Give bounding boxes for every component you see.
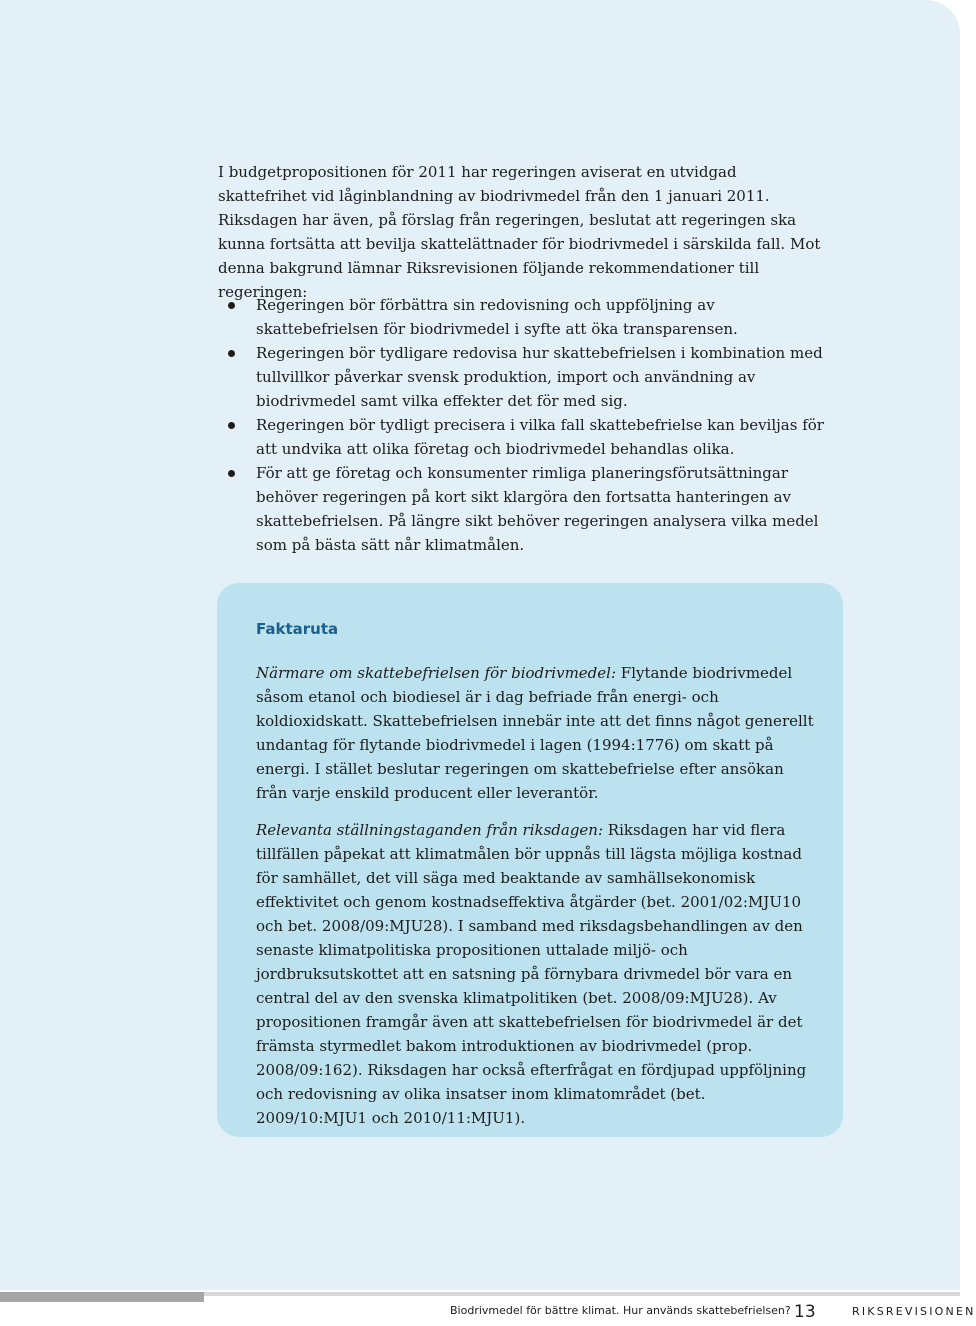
list-item (218, 341, 830, 413)
fact-paragraph-parliament (256, 818, 816, 1130)
fact-box (217, 583, 843, 1137)
list-item (218, 413, 830, 461)
intro-paragraph: I budgetpropositionen för 2011 har regeringen aviserat en utvidgad skattefrihet vid låginblandning av biodrivmedel från den 1 januari 2011. Riksdagen har även, på förslag från regeringen, beslutat att regeringen ska kunna fortsätta att bevilja skattelättnader för biodrivmedel i särskilda fall. Mot denna bakgrund lämnar Riksrevisionen följande rekommendationer till regeringen: (218, 163, 821, 301)
footer-document-title: Biodrivmedel för bättre klimat. Hur används skattebefrielsen? (450, 1304, 791, 1317)
fact-paragraph-tax-exemption (256, 661, 816, 805)
bullet-icon (228, 350, 235, 357)
bullet-icon (228, 470, 235, 477)
recommendation-text: För att ge företag och konsumenter rimliga planeringsförutsättningar behöver regeringen på kort sikt klargöra den fortsatta hanteringen av skattebefrielsen. På längre sikt behöver regeringen analysera vilka medel som på bästa sätt når klimatmålen. (256, 464, 819, 554)
list-item (218, 461, 830, 557)
recommendation-text: Regeringen bör tydligare redovisa hur skattebefrielsen i kombination med tullvillkor påverkar svensk produktion, import och användning av biodrivmedel samt vilka effekter det för med sig. (256, 344, 823, 410)
fact-body-text: Riksdagen har vid flera tillfällen påpekat att klimatmålen bör uppnås till lägsta möjliga kostnad för samhället, det vill säga med beaktande av samhällsekonomisk effektivitet och genom kostnadseffektiva åtgärder (bet. 2001/02:MJU10 och bet. 2008/09:MJU28). I samband med riksdagsbehandlingen av den senaste klimatpolitiska propositionen uttalade miljö- och jordbruksutskottet att en satsning på förnybara drivmedel bör vara en central del av den svenska klimatpolitiken (bet. 2008/09:MJU28). Av propositionen framgår även att skattebefrielsen för biodrivmedel är det främsta styrmedlet bakom introduktionen av biodrivmedel (prop. 2008/09:162). Riksdagen har också efterfrågat en fördjupad uppföljning och redovisning av olika insatser inom klimatområdet (bet. 2009/10:MJU1 och 2010/11:MJU1). (256, 821, 807, 1127)
recommendation-list (218, 293, 830, 557)
bullet-icon (228, 302, 235, 309)
fact-box-title: Faktaruta (256, 620, 339, 638)
footer-brand: RIKSREVISIONEN (852, 1305, 976, 1318)
fact-lead-text: Närmare om skattebefrielsen för biodrivmedel: (256, 664, 617, 682)
recommendation-text: Regeringen bör förbättra sin redovisning och uppföljning av skattebefrielsen för biodrivmedel i syfte att öka transparensen. (256, 296, 738, 338)
bullet-icon (228, 422, 235, 429)
list-item (218, 293, 830, 341)
footer-accent-bar (0, 1292, 204, 1302)
recommendation-text: Regeringen bör tydligt precisera i vilka fall skattebefrielse kan beviljas för att undvika att olika företag och biodrivmedel behandlas olika. (256, 416, 824, 458)
fact-lead-text: Relevanta ställningstaganden från riksdagen: (256, 821, 604, 839)
page-number: 13 (794, 1302, 816, 1322)
fact-body-text: Flytande biodrivmedel såsom etanol och biodiesel är i dag befriade från energi- och koldioxidskatt. Skattebefrielsen innebär inte att det finns något generellt undantag för flytande biodrivmedel i lagen (1994:1776) om skatt på energi. I stället beslutar regeringen om skattebefrielse efter ansökan från varje enskild producent eller leverantör. (256, 664, 814, 802)
